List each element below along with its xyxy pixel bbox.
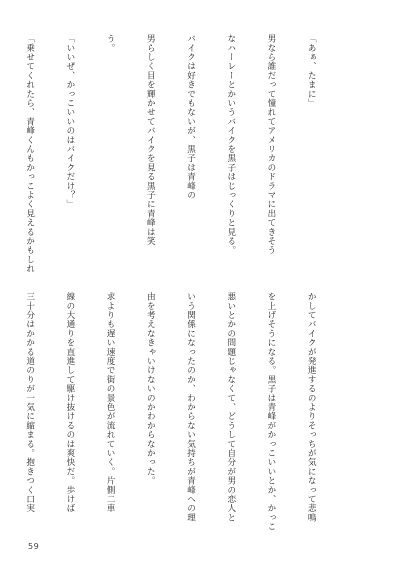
text-line: 「いいぜ、かっこいいのはバイクだけ？」 bbox=[64, 34, 75, 209]
text-line: 求よりも遅い速度で街の景色が流れていく。片側二車 bbox=[105, 292, 116, 513]
text-line: 「あぁ、たまに」 bbox=[306, 34, 317, 108]
text-line: う。 bbox=[105, 34, 116, 53]
text-line: 男なら誰だって憧れてアメリカのドラマに出てきそう bbox=[265, 34, 276, 255]
text-line: 由を考えなきゃいけないのかわからなかった。 bbox=[145, 292, 156, 486]
text-column-top bbox=[24, 34, 344, 274]
text-line: を上げそうになる。黒子は青峰がかっこいいとか、かっこ bbox=[265, 292, 276, 532]
text-line: バイクは好きでもないが、黒子は青峰の bbox=[185, 34, 196, 200]
text-column-bottom bbox=[24, 292, 344, 532]
text-line: なハーレーとかいうバイクを黒子はじっくりと見る。 bbox=[225, 34, 236, 255]
text-line: 男らしく目を輝かせてバイクを見る黒子に青峰は笑 bbox=[145, 34, 156, 246]
text-line: かしてバイクが発進するのよりそっちが気になって悲鳴 bbox=[306, 292, 317, 522]
page-number: 59 bbox=[28, 542, 40, 551]
text-line: 「乗せてくれたら、青峰くんもかっこよく見えるかもしれ bbox=[24, 34, 35, 274]
text-line: 悪いとかの問題じゃなくて、どうして自分が男の恋人と bbox=[225, 292, 236, 522]
text-line: 三十分はかかる道のりが一気に縮まる。抱きつく口実 bbox=[24, 292, 35, 513]
text-line: 線の大通りを直進して駆け抜けるのは爽快だ。歩けば bbox=[64, 292, 75, 513]
text-line: いう関係になったのか、わからない気持ちが青峰への理 bbox=[185, 292, 196, 522]
